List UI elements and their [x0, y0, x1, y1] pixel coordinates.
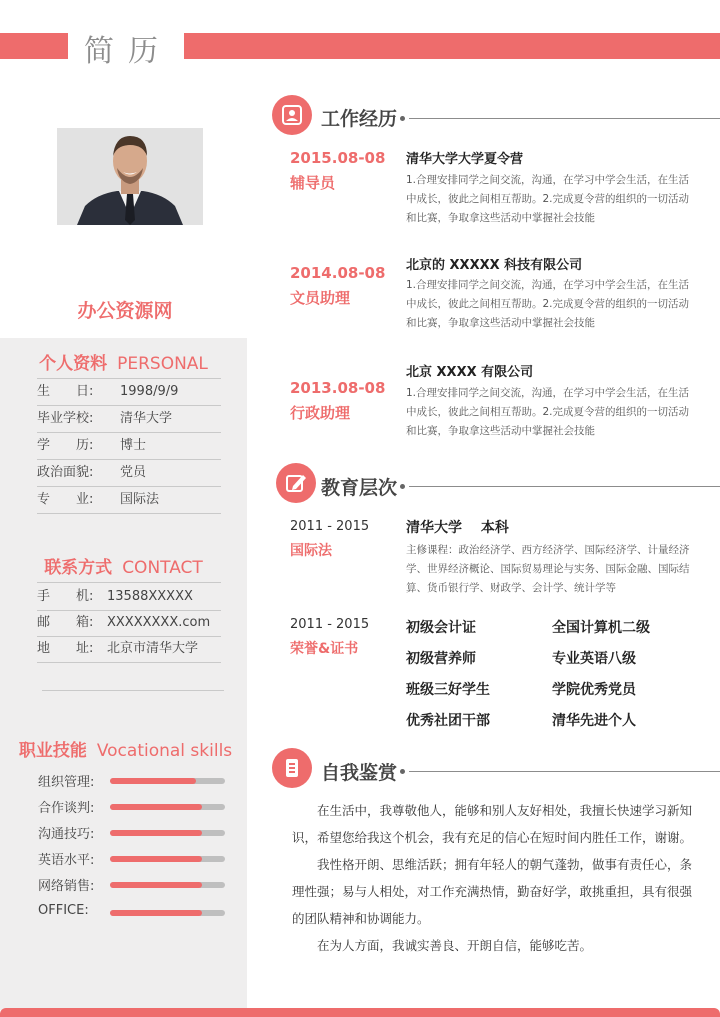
- education-section-title: 教育层次: [321, 477, 398, 499]
- id-card-icon: [281, 104, 303, 126]
- honors-label: 荣誉&证书: [290, 641, 359, 657]
- info-label: 政治面貌:: [37, 465, 94, 480]
- honor-item: 优秀社团干部: [406, 713, 490, 729]
- job-description: 1.合理安排同学之间交流，沟通，在学习中学会生活，在生活中成长，彼此之间相互帮助。2.完成夏令营的组织的一切活动和比赛，争取拿这些活动中掌握社会技能: [406, 387, 690, 437]
- skill-bar-track: [110, 778, 225, 784]
- skills-top-divider: [42, 690, 224, 691]
- info-value: 党员: [120, 465, 147, 480]
- contact-title-en: CONTACT: [122, 558, 203, 578]
- contact-title-cn: 联系方式: [44, 558, 113, 578]
- header-bar-right: [184, 33, 720, 59]
- work-section-title: 工作经历: [321, 108, 398, 130]
- self-title-dot: [400, 769, 405, 774]
- honor-item: 初级会计证: [406, 620, 476, 636]
- skill-bar-track: [110, 804, 225, 810]
- contact-label: 手 机:: [37, 589, 94, 604]
- skill-bar-fill: [110, 856, 202, 862]
- skill-row: [38, 797, 228, 815]
- skill-bar-track: [110, 882, 225, 888]
- info-value: 博士: [120, 438, 147, 453]
- page-title: 简历: [84, 34, 172, 69]
- pencil-note-icon: [285, 472, 307, 494]
- contact-label: 地 址:: [37, 641, 94, 656]
- header-bar-left: [0, 33, 68, 59]
- info-value: 国际法: [120, 492, 160, 507]
- honors-date: 2011 - 2015: [290, 617, 370, 632]
- self-paragraph: 在生活中，我尊敬他人，能够和别人友好相处，我擅长快速学习新知识，希望您给我这个机会，我有充足的信心在短时间内胜任工作，谢谢。: [292, 803, 693, 845]
- contact-value: XXXXXXXX.com: [107, 615, 211, 630]
- skill-bar-track: [110, 910, 225, 916]
- education-courses: 主修课程：政治经济学、西方经济学、国际经济学、计量经济学、世界经济概论、国际贸易理论与实务、国际金融、国际结算、货币银行学、财政学、会计学、统计学等: [406, 544, 690, 594]
- work-title-line: [409, 118, 720, 119]
- skill-row: [38, 875, 228, 893]
- skill-row: [38, 903, 228, 921]
- honor-item: 学院优秀党员: [552, 682, 636, 698]
- skill-label: 组织管理:: [38, 775, 95, 790]
- honor-item: 专业英语八级: [552, 651, 636, 667]
- contact-row-phone: [37, 584, 221, 611]
- info-value: 清华大学: [120, 411, 173, 426]
- info-row-degree: [37, 433, 221, 460]
- info-label: 生 日:: [37, 384, 94, 399]
- document-icon: [281, 757, 303, 779]
- skill-bar-fill: [110, 804, 202, 810]
- info-row-major: [37, 487, 221, 514]
- profile-photo: [57, 128, 203, 225]
- skills-title-en: Vocational skills: [96, 741, 233, 761]
- job-role: 行政助理: [290, 404, 351, 422]
- education-title-dot: [400, 484, 405, 489]
- contact-row-address: [37, 636, 221, 663]
- info-label: 毕业学校:: [37, 411, 94, 426]
- job-company: 清华大学大学夏令营: [406, 152, 524, 167]
- skills-title-cn: 职业技能: [18, 741, 87, 761]
- job-description: 1.合理安排同学之间交流，沟通，在学习中学会生活，在生活中成长，彼此之间相互帮助。2.完成夏令营的组织的一切活动和比赛，争取拿这些活动中掌握社会技能: [406, 279, 690, 329]
- brand-name: 办公资源网: [77, 300, 173, 322]
- honor-item: 班级三好学生: [406, 682, 490, 698]
- job-date: 2013.08-08: [290, 379, 386, 397]
- education-date: 2011 - 2015: [290, 519, 370, 534]
- contact-section-title: [0, 553, 247, 578]
- education-school: 清华大学 本科: [406, 520, 509, 536]
- honor-item: 清华先进个人: [552, 713, 636, 729]
- personal-title-cn: 个人资料: [39, 354, 108, 374]
- skill-bar-fill: [110, 882, 202, 888]
- job-company: 北京 XXXX 有限公司: [406, 365, 534, 380]
- personal-title-en: PERSONAL: [117, 354, 208, 374]
- job-role: 辅导员: [290, 174, 336, 192]
- skills-section-title: [2, 736, 249, 761]
- contact-value: 13588XXXXX: [107, 589, 193, 604]
- job-role: 文员助理: [290, 289, 351, 307]
- skill-label: 英语水平:: [38, 853, 95, 868]
- skill-bar-track: [110, 856, 225, 862]
- skill-bar-track: [110, 830, 225, 836]
- skill-label: 合作谈判:: [38, 801, 95, 816]
- job-company: 北京的 XXXXX 科技有限公司: [406, 258, 583, 273]
- info-row-politics: [37, 460, 221, 487]
- info-row-birthday: [37, 379, 221, 406]
- skill-label: OFFICE:: [38, 903, 89, 918]
- honor-item: 初级营养师: [406, 651, 476, 667]
- skill-label: 网络销售:: [38, 879, 95, 894]
- info-row-school: [37, 406, 221, 433]
- job-date: 2015.08-08: [290, 149, 386, 167]
- education-section-icon: [276, 463, 316, 503]
- contact-value: 北京市清华大学: [107, 641, 199, 656]
- education-title-line: [409, 486, 720, 487]
- skill-row: [38, 823, 228, 841]
- education-major: 国际法: [290, 543, 332, 559]
- contact-divider: [37, 582, 221, 583]
- contact-label: 邮 箱:: [37, 615, 94, 630]
- honor-item: 全国计算机二级: [552, 620, 650, 636]
- self-section-title: 自我鉴赏: [321, 762, 398, 784]
- info-label: 专 业:: [37, 492, 94, 507]
- self-section-icon: [272, 748, 312, 788]
- footer-bar: [0, 1008, 720, 1017]
- skill-bar-fill: [110, 778, 196, 784]
- job-description: 1.合理安排同学之间交流，沟通，在学习中学会生活，在生活中成长，彼此之间相互帮助。2.完成夏令营的组织的一切活动和比赛，争取拿这些活动中掌握社会技能: [406, 174, 690, 224]
- info-value: 1998/9/9: [120, 384, 179, 399]
- info-label: 学 历:: [37, 438, 94, 453]
- work-section-icon: [272, 95, 312, 135]
- contact-row-email: [37, 610, 221, 637]
- work-title-dot: [400, 116, 405, 121]
- personal-section-title: [0, 349, 247, 374]
- skill-bar-fill: [110, 910, 202, 916]
- skill-label: 沟通技巧:: [38, 827, 95, 842]
- skill-row: [38, 771, 228, 789]
- job-date: 2014.08-08: [290, 264, 386, 282]
- self-title-line: [409, 771, 720, 772]
- self-paragraph: 在为人方面，我诚实善良、开朗自信，能够吃苦。: [317, 938, 593, 953]
- skill-row: [38, 849, 228, 867]
- self-paragraph: 我性格开朗、思维活跃；拥有年轻人的朝气蓬勃，做事有责任心，条理性强；易与人相处，对工作充满热情，勤奋好学，敢挑重担，具有很强的团队精神和协调能力。: [292, 857, 693, 926]
- skill-bar-fill: [110, 830, 202, 836]
